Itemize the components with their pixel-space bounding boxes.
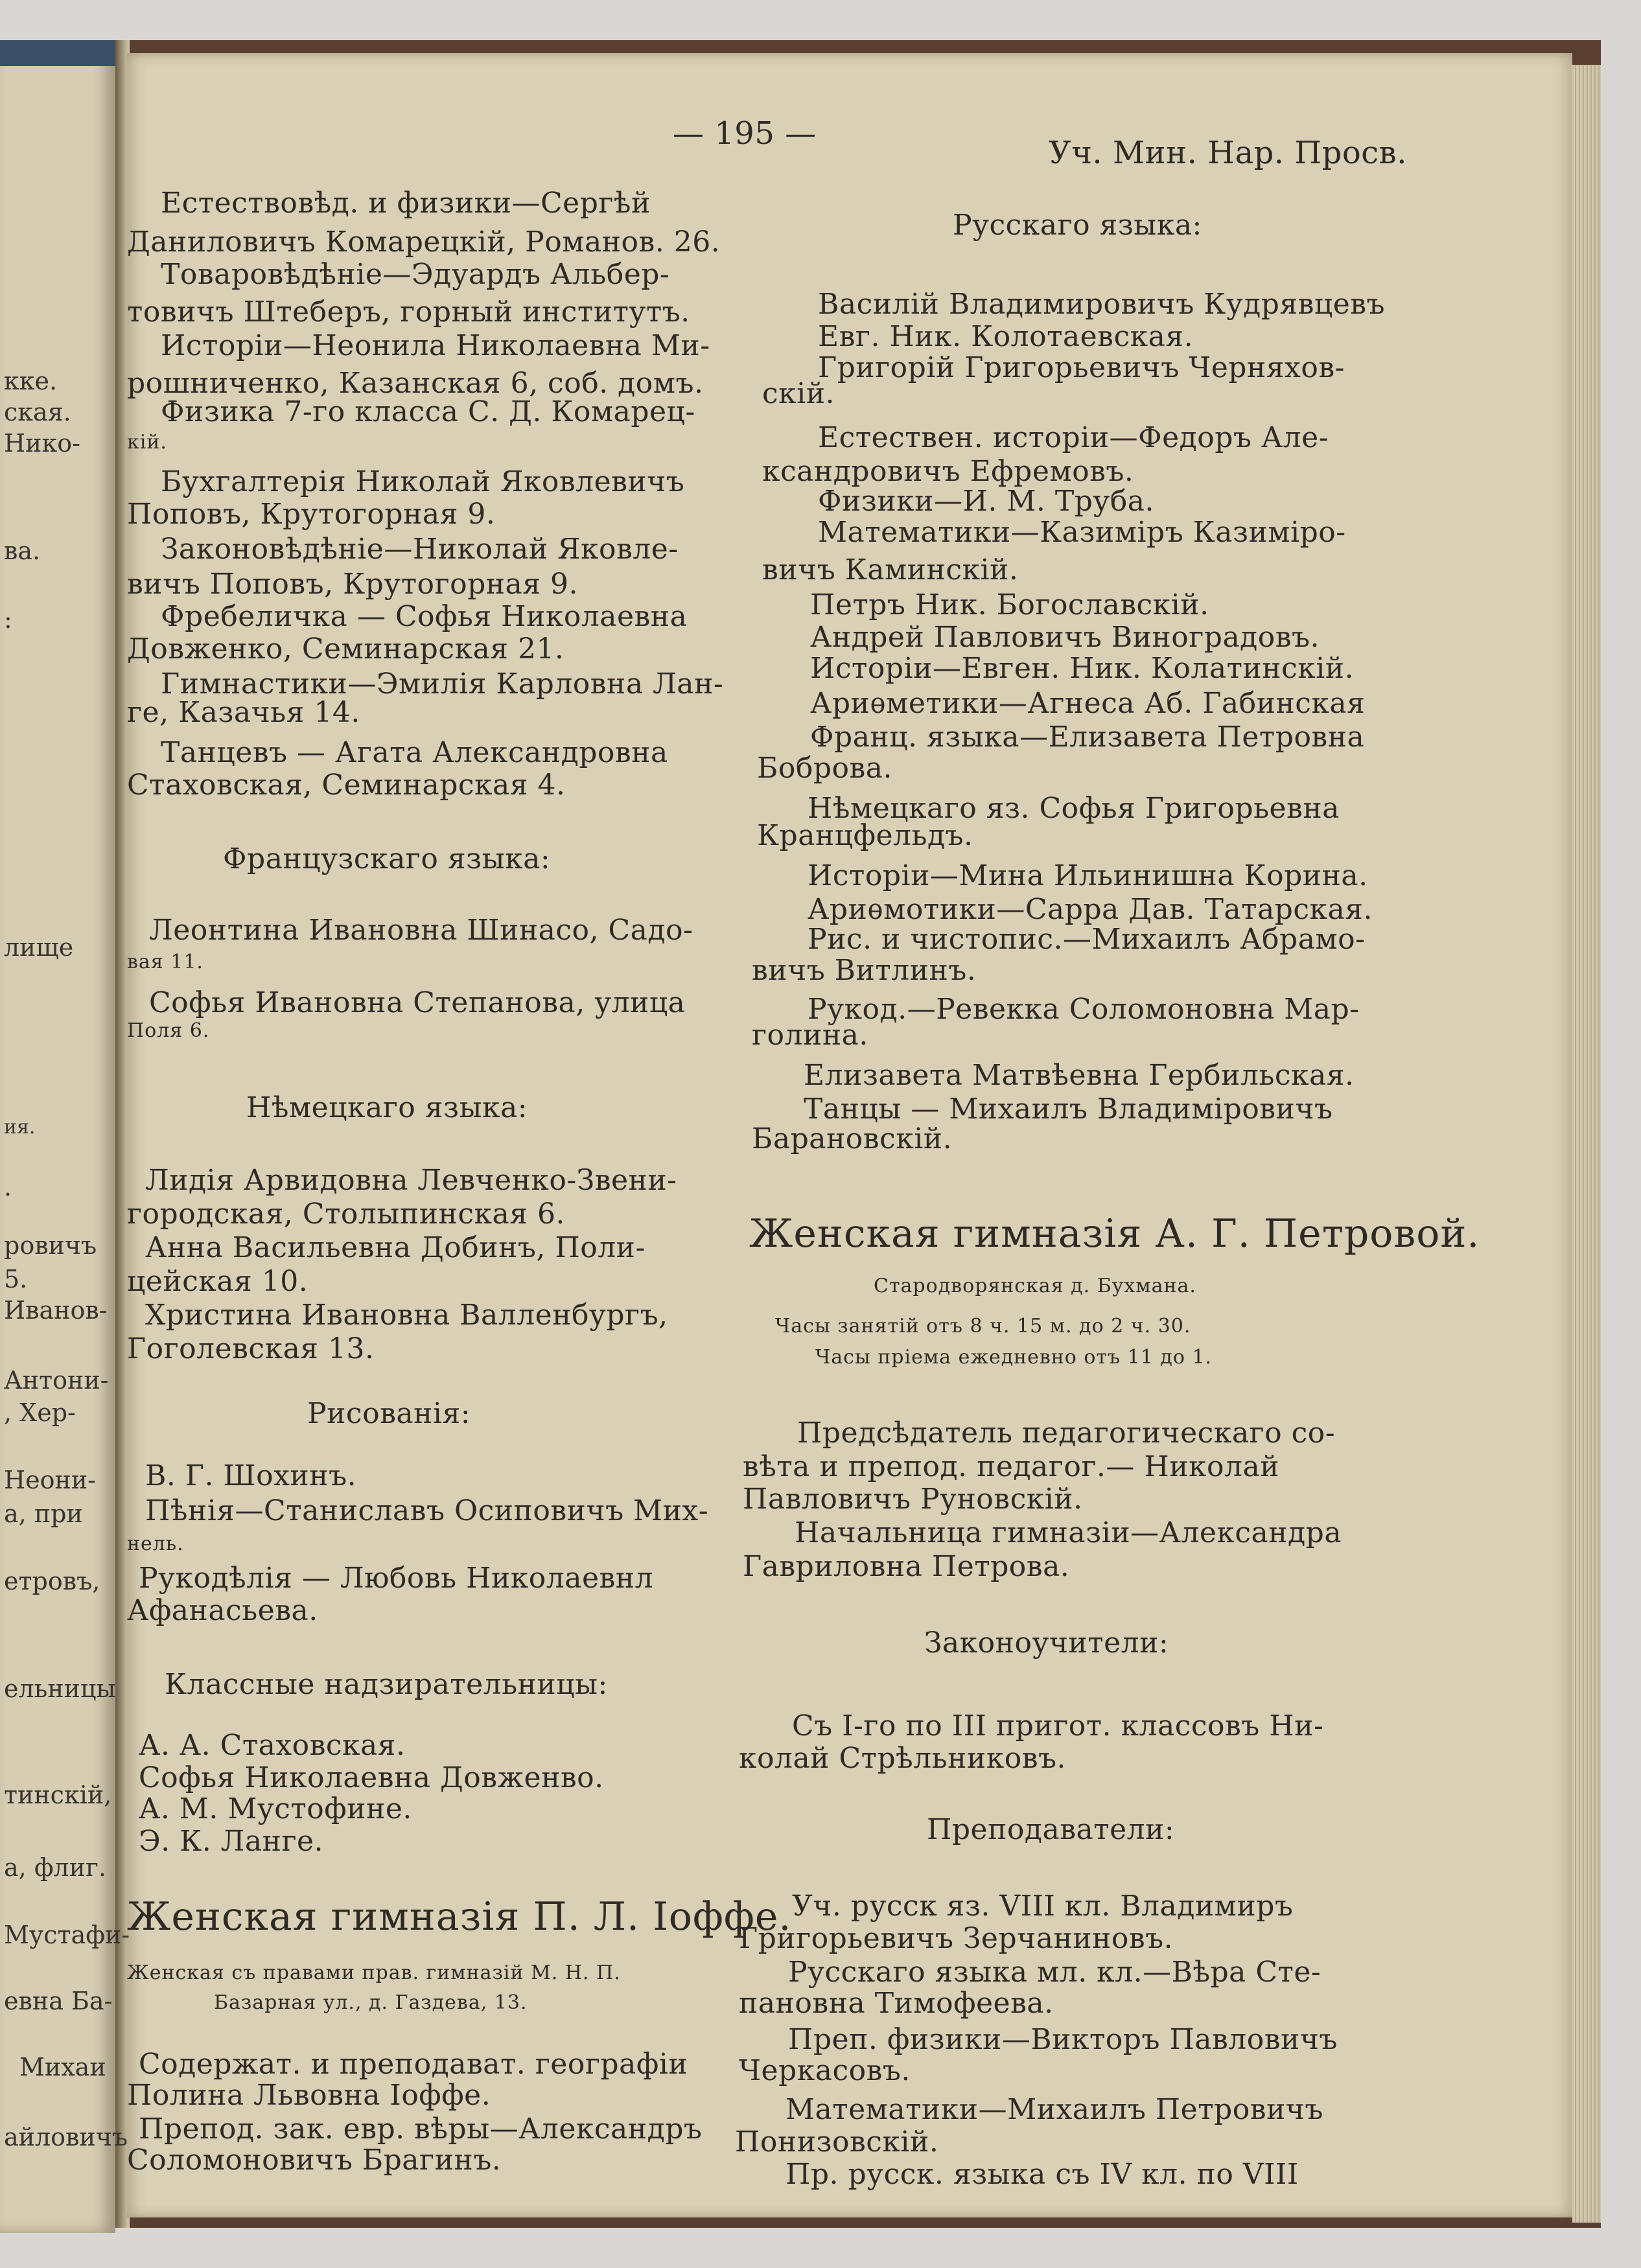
- left-fragment: , Хер-: [4, 1398, 76, 1427]
- left-fragment: Антони-: [4, 1366, 109, 1394]
- text-line: товичъ Штеберъ, горный институтъ.: [127, 295, 690, 329]
- text-line: Ариѳметики—Агнеса Аб. Габинская: [810, 687, 1366, 720]
- text-line: Математики—Михаилъ Петровичъ: [786, 2093, 1323, 2126]
- section-heading-chaplains: Законоучители:: [924, 1626, 1169, 1660]
- school-reception-hours: Часы пріема ежедневно отъ 11 до 1.: [815, 1346, 1213, 1369]
- text-line: Соломоновичъ Брагинъ.: [127, 2144, 502, 2177]
- text-line: Григорій Григорьевичъ Черняхов-: [818, 351, 1345, 384]
- left-fragment: ия.: [4, 1116, 36, 1139]
- left-fragment: а, флиг.: [4, 1853, 107, 1882]
- text-line: Бухгалтерія Николай Яковлевичъ: [161, 465, 685, 498]
- text-line: голина.: [752, 1019, 868, 1052]
- text-line: Съ І-го по III пригот. классовъ Ни-: [792, 1709, 1324, 1742]
- text-line: Исторіи—Евген. Ник. Колатинскій.: [810, 652, 1355, 685]
- section-heading-teachers: Преподаватели:: [927, 1813, 1175, 1846]
- text-line: Елизавета Матвѣевна Гербильская.: [804, 1059, 1355, 1092]
- text-line: вая 11.: [127, 951, 204, 973]
- text-line: В. Г. Шохинъ.: [145, 1459, 357, 1492]
- text-line: Софья Ивановна Степанова, улица: [149, 986, 686, 1019]
- text-line: Софья Николаевна Довженво.: [139, 1761, 604, 1794]
- text-line: Естествен. исторіи—Федоръ Але-: [818, 421, 1329, 454]
- text-line: Франц. языка—Елизавета Петровна: [810, 721, 1365, 754]
- left-fragment: Михаи: [19, 2053, 106, 2081]
- text-line: А. М. Мустофине.: [139, 1792, 412, 1825]
- text-line: Исторіи—Мина Ильинишна Корина.: [808, 859, 1368, 892]
- text-line: скій.: [762, 377, 835, 410]
- text-line: Петръ Ник. Богославскій.: [810, 588, 1209, 621]
- text-line: Исторіи—Неонила Николаевна Ми-: [161, 329, 710, 362]
- section-heading-french: Французскаго языка:: [223, 842, 551, 875]
- left-fragment: .: [4, 1173, 12, 1201]
- text-line: Ариѳмотики—Сарра Дав. Татарская.: [808, 893, 1373, 926]
- text-line: Лидія Арвидовна Левченко-Звени-: [145, 1164, 677, 1197]
- section-heading-russian: Русскаго языка:: [953, 209, 1202, 242]
- text-line: Содержат. и преподават. географіи: [139, 2048, 688, 2081]
- left-fragment: лище: [4, 933, 74, 962]
- binding-label: [0, 40, 123, 66]
- text-line: Леонтина Ивановна Шинасо, Садо-: [149, 914, 693, 947]
- school-address: Стародворянская д. Бухмана.: [874, 1275, 1196, 1297]
- text-line: Стаховская, Семинарская 4.: [127, 769, 566, 802]
- text-line: нель.: [127, 1533, 184, 1555]
- text-line: Афанасьева.: [127, 1594, 318, 1627]
- left-fragment: ская.: [4, 398, 71, 426]
- text-line: Уч. русск яз. VIII кл. Владимиръ: [792, 1890, 1294, 1923]
- text-line: Рукод.—Ревекка Соломоновна Мар-: [808, 993, 1360, 1026]
- left-fragment: тинскій,: [4, 1781, 112, 1809]
- left-fragment: Иванов-: [4, 1296, 108, 1325]
- text-line: Начальница гимназіи—Александра: [795, 1516, 1342, 1549]
- left-fragment: кке.: [4, 367, 58, 395]
- text-line: Фребеличка — Софья Николаевна: [161, 600, 688, 633]
- text-line: Барановскій.: [752, 1122, 953, 1155]
- text-line: вѣта и препод. педагог.— Николай: [743, 1450, 1280, 1483]
- left-fragment: ровичъ: [4, 1231, 97, 1260]
- school-heading-petrova: Женская гимназія А. Г. Петровой.: [749, 1211, 1480, 1256]
- text-line: городская, Столыпинская 6.: [127, 1198, 565, 1231]
- text-line: Довженко, Семинарская 21.: [127, 632, 564, 665]
- text-line: Рукодѣлія — Любовь Николаевнл: [139, 1562, 654, 1595]
- text-line: вичъ Витлинъ.: [752, 954, 977, 987]
- text-line: Естествовѣд. и физики—Сергѣй: [161, 187, 651, 220]
- text-line: Полина Львовна Іоффе.: [127, 2079, 491, 2112]
- page-number: — 195 —: [673, 115, 817, 152]
- text-line: Понизовскій.: [735, 2125, 939, 2158]
- text-line: Черкасовъ.: [739, 2054, 911, 2087]
- text-line: Поля 6.: [127, 1019, 210, 1042]
- section-heading-drawing: Рисованія:: [307, 1397, 471, 1430]
- text-line: Товаровѣдѣніе—Эдуардъ Альбер-: [161, 258, 670, 291]
- text-line: Русскаго языка мл. кл.—Вѣра Сте-: [788, 1956, 1321, 1989]
- left-fragment: Неони-: [4, 1466, 96, 1494]
- left-fragment: ельницы: [4, 1674, 116, 1703]
- text-line: Евг. Ник. Колотаевская.: [818, 320, 1194, 353]
- text-line: рошниченко, Казанская 6, соб. домъ.: [127, 367, 704, 400]
- text-line: Нѣмецкаго яз. Софья Григорьевна: [808, 792, 1340, 825]
- text-line: Поповъ, Крутогорная 9.: [127, 498, 496, 531]
- text-line: Препод. зак. евр. вѣры—Александръ: [139, 2112, 703, 2146]
- text-line: Пѣнія—Станиславъ Осиповичъ Мих-: [145, 1494, 709, 1527]
- left-fragment: ва.: [4, 537, 41, 565]
- text-line: Предсѣдатель педагогическаго со-: [797, 1417, 1336, 1450]
- text-line: Гавриловна Петрова.: [743, 1550, 1070, 1583]
- text-line: Рис. и чистопис.—Михаилъ Абрамо-: [808, 923, 1366, 956]
- text-line: Григорьевичъ Зерчаниновъ.: [739, 1922, 1174, 1955]
- text-line: Танцевъ — Агата Александровна: [161, 736, 668, 769]
- text-line: Кранцфельдъ.: [757, 819, 973, 852]
- school-hours: Часы занятій отъ 8 ч. 15 м. до 2 ч. 30.: [775, 1315, 1191, 1337]
- left-fragment: Нико-: [4, 429, 80, 457]
- text-line: Анна Васильевна Добинъ, Поли-: [145, 1231, 646, 1264]
- text-line: Физика 7-го класса С. Д. Комарец-: [161, 395, 695, 428]
- text-line: Даниловичъ Комарецкій, Романов. 26.: [127, 226, 721, 259]
- school-address: Базарная ул., д. Газдева, 13.: [214, 1991, 528, 2014]
- text-line: Василій Владимировичъ Кудрявцевъ: [818, 288, 1386, 321]
- page-stack-edge: [1572, 65, 1601, 2223]
- school-subtitle: Женская съ правами прав. гимназій М. Н. П.: [127, 1961, 621, 1984]
- text-line: пановна Тимофеева.: [739, 1987, 1054, 2020]
- text-line: Андрей Павловичъ Виноградовъ.: [810, 621, 1320, 654]
- text-line: Математики—Казиміръ Казиміро-: [818, 516, 1346, 549]
- text-line: Э. К. Ланге.: [139, 1825, 324, 1858]
- section-heading-supervisors: Классные надзирательницы:: [165, 1668, 608, 1701]
- text-line: ге, Казачья 14.: [127, 696, 360, 729]
- text-line: вичъ Каминскій.: [762, 553, 1019, 586]
- text-line: Христина Ивановна Валленбургъ,: [145, 1299, 668, 1332]
- text-line: Гоголевская 13.: [127, 1332, 375, 1365]
- left-fragment: евна Ба-: [4, 1987, 113, 2015]
- text-line: вичъ Поповъ, Крутогорная 9.: [127, 568, 579, 601]
- section-heading-german: Нѣмецкаго языка:: [246, 1091, 528, 1124]
- text-line: Преп. физики—Викторъ Павловичъ: [788, 2023, 1338, 2056]
- text-line: кій.: [127, 431, 167, 454]
- text-line: Павловичъ Руновскій.: [743, 1483, 1083, 1516]
- left-fragment: а, при: [4, 1499, 83, 1528]
- text-line: Физики—И. М. Труба.: [818, 485, 1154, 518]
- text-line: Гимнастики—Эмилія Карловна Лан-: [161, 667, 724, 700]
- text-line: Законовѣдѣніе—Николай Яковле-: [161, 533, 679, 566]
- text-line: Танцы — Михаилъ Владиміровичъ: [804, 1093, 1333, 1126]
- running-head: Уч. Мин. Нар. Просв.: [1049, 135, 1407, 171]
- left-fragment: айловичъ: [4, 2123, 128, 2151]
- text-line: А. А. Стаховская.: [139, 1729, 406, 1762]
- text-line: ксандровичъ Ефремовъ.: [762, 455, 1134, 488]
- school-heading-ioffe: Женская гимназія П. Л. Іоффе.: [127, 1894, 792, 1939]
- text-line: Боброва.: [757, 752, 892, 785]
- text-line: Пр. русск. языка съ IV кл. по VIII: [786, 2158, 1299, 2191]
- left-fragment: Мустафи-: [4, 1921, 130, 1949]
- left-fragment: 5.: [4, 1265, 28, 1293]
- text-line: колай Стрѣльниковъ.: [739, 1742, 1066, 1775]
- text-line: цейская 10.: [127, 1265, 308, 1298]
- left-fragment: :: [4, 605, 12, 634]
- left-fragment: етровъ,: [4, 1567, 100, 1595]
